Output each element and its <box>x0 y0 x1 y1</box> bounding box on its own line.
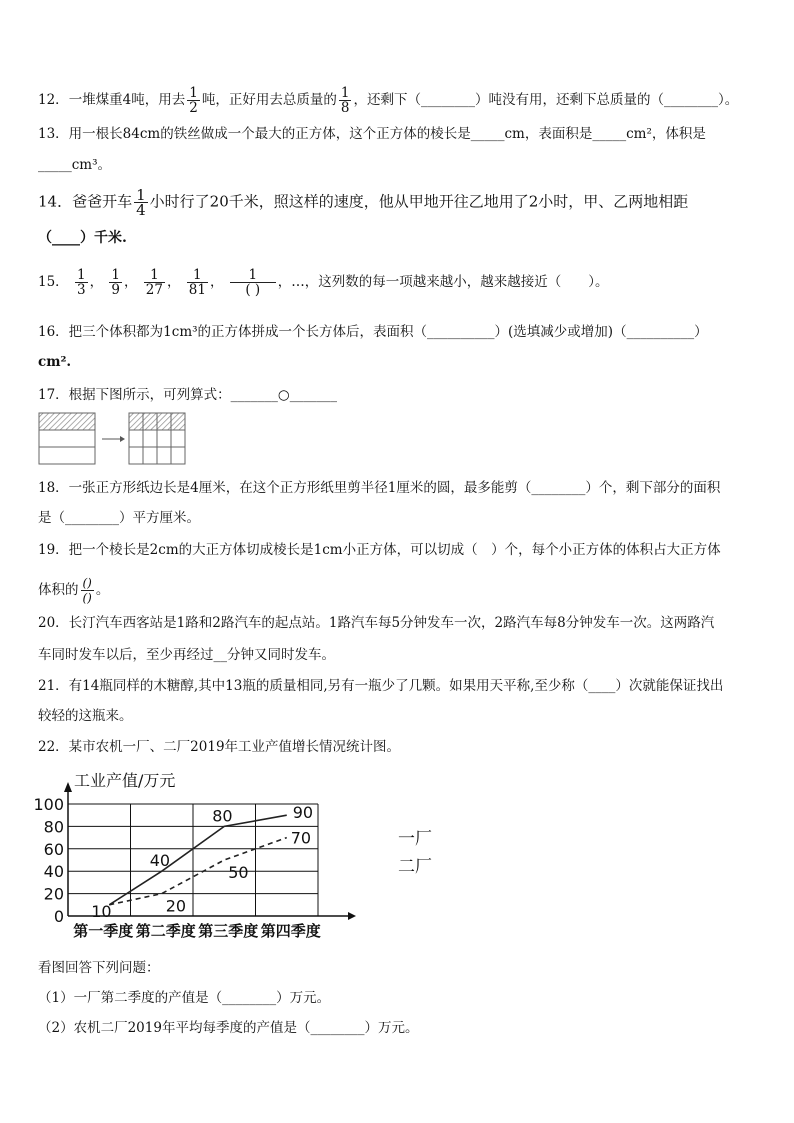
x-axis-arrow-icon <box>348 912 356 920</box>
fraction-4 <box>187 268 208 297</box>
y-tick-label: 40 <box>43 862 64 882</box>
data-label: 90 <box>292 803 314 823</box>
frac-den: 3 <box>76 282 86 298</box>
q15-tail: ，…，这列数的每一项越来越小，越来越接近（ ）。 <box>277 274 609 290</box>
frac-den: () <box>82 591 92 605</box>
question-17: 17．根据下图所示，可列算式：_______○_______ <box>38 387 337 403</box>
y-tick-label: 80 <box>43 817 64 837</box>
chart-marks <box>91 803 313 921</box>
y-tick-label: 60 <box>43 839 64 859</box>
data-label: 70 <box>290 828 312 848</box>
line-chart <box>30 768 450 946</box>
data-label: 50 <box>228 863 249 882</box>
q17-grid-figure <box>38 412 188 466</box>
question-19-line-2 <box>38 576 109 605</box>
frac-num: 1 <box>111 267 120 283</box>
frac-num: () <box>82 576 92 590</box>
question-15: 15． $\frac{1}{3}$ ， $\frac{1}{9}$ ， $\frac{1}{27}$ ， $\frac{1}{81}$ ， $\frac{1}{( )}$ ，…，这列数的每一项越来越小，越来越接近（ ）。 <box>38 267 609 298</box>
frac-num: 1 <box>189 85 198 101</box>
fraction-half <box>187 86 200 115</box>
question-18-line-2: 是（________）平方厘米。 <box>38 510 200 526</box>
q14-text-2: 小时行了20千米，照这样的速度，他从甲地开往乙地用了2小时，甲、乙两地相距 <box>149 192 689 211</box>
question-21-line-1: 21．有14瓶同样的木糖醇,其中13瓶的质量相同,另有一瓶少了几颗。如果用天平称,至少称（____）次就能保证找出 <box>38 678 724 694</box>
fraction-2 <box>109 268 122 297</box>
question-16-line-1: 16．把三个体积都为1cm³的正方体拼成一个长方体后，表面积（__________）(选填减少或增加)（__________） <box>38 324 708 340</box>
fraction-5 <box>230 268 276 297</box>
legend-item-1: 一厂 <box>398 829 432 849</box>
question-14-line-2: （____）千米. <box>38 230 127 246</box>
data-label: 80 <box>212 806 233 826</box>
q14-text-1: 爸爸开车 <box>72 192 133 211</box>
question-13-line-1: 13．用一根长84cm的铁丝做成一个最大的正方体，这个正方体的棱长是_____cm，表面积是_____cm²，体积是 <box>38 126 706 142</box>
grid-row <box>39 430 95 447</box>
y-tick-label: 0 <box>53 907 64 926</box>
q19-tail: 。 <box>95 582 110 598</box>
x-tick-label: 第一季度 <box>73 922 134 940</box>
arrow-head-icon <box>120 436 125 442</box>
frac-den: 2 <box>189 100 198 116</box>
q19-text: 体积的 <box>38 582 79 598</box>
question-13-line-2: _____cm³。 <box>38 157 112 173</box>
question-16-line-2: cm². <box>38 354 72 370</box>
sub-question-2: （2）农机二厂2019年平均每季度的产值是（________）万元。 <box>38 1020 419 1036</box>
x-tick-label: 第二季度 <box>135 922 196 940</box>
data-label: 10 <box>91 901 112 921</box>
y-tick-label: 100 <box>33 795 64 814</box>
frac-num: 1 <box>76 267 86 283</box>
frac-den: 27 <box>145 282 163 298</box>
q12-text-2: 吨，正好用去总质量的 <box>201 92 337 108</box>
series-line-1 <box>109 815 287 905</box>
fraction-blank <box>81 576 94 605</box>
frac-num: 1 <box>340 85 350 101</box>
question-18-line-1: 18．一张正方形纸边长是4厘米，在这个正方形纸里剪半径1厘米的圆，最多能剪（________）个，剩下部分的面积 <box>38 480 721 496</box>
frac-den: 9 <box>111 282 120 298</box>
question-12 <box>38 86 738 115</box>
question-20-line-1: 20．长汀汽车西客站是1路和2路汽车的起点站。1路汽车每5分钟发车一次，2路汽车每8分钟发车一次。这两路汽 <box>38 615 715 631</box>
chart-ylabel: 工业产值/万元 <box>74 771 176 790</box>
frac-den: ( ) <box>245 282 261 298</box>
fraction-3 <box>144 268 165 297</box>
question-19-line-1: 19．把一个棱长是2cm的大正方体切成棱长是1cm小正方体，可以切成（ ）个，每个小正方体的体积占大正方体 <box>38 542 721 558</box>
fraction-quarter <box>134 188 148 217</box>
x-tick-label: 第三季度 <box>198 922 259 940</box>
grid-row <box>39 447 95 464</box>
fraction-eighth <box>339 86 352 115</box>
question-14 <box>38 188 688 217</box>
frac-num: 1 <box>144 268 165 283</box>
x-tick-label: 第四季度 <box>260 922 321 940</box>
question-22: 22．某市农机一厂、二厂2019年工业产值增长情况统计图。 <box>38 739 401 755</box>
frac-den: 81 <box>188 282 206 298</box>
question-20-line-2: 车同时发车以后，至少再经过__分钟又同时发车。 <box>38 647 335 663</box>
frac-den: 8 <box>340 100 350 116</box>
q12-text-1: 一堆煤重4吨，用去 <box>68 92 186 108</box>
sub-question-1: （1）一厂第二季度的产值是（________）万元。 <box>38 990 331 1006</box>
q15-number: 15． <box>38 274 69 290</box>
question-21-line-2: 较轻的这瓶来。 <box>38 708 133 724</box>
y-axis-arrow-icon <box>64 782 72 792</box>
fraction-1 <box>75 268 88 297</box>
legend-item-2: 二厂 <box>398 857 432 877</box>
frac-num: 1 <box>230 268 276 283</box>
y-tick-label: 20 <box>43 884 64 904</box>
q12-text-3: ，还剩下（________）吨没有用，还剩下总质量的（________）。 <box>353 92 739 108</box>
hatched-row <box>39 413 95 430</box>
data-label: 40 <box>149 851 171 871</box>
data-label: 20 <box>165 896 187 916</box>
q12-number: 12． <box>38 92 69 108</box>
questions-intro: 看图回答下列问题： <box>38 960 160 976</box>
frac-den: 4 <box>136 201 146 219</box>
frac-num: 1 <box>136 186 146 204</box>
q14-number: 14． <box>38 192 73 211</box>
frac-num: 1 <box>187 268 208 283</box>
